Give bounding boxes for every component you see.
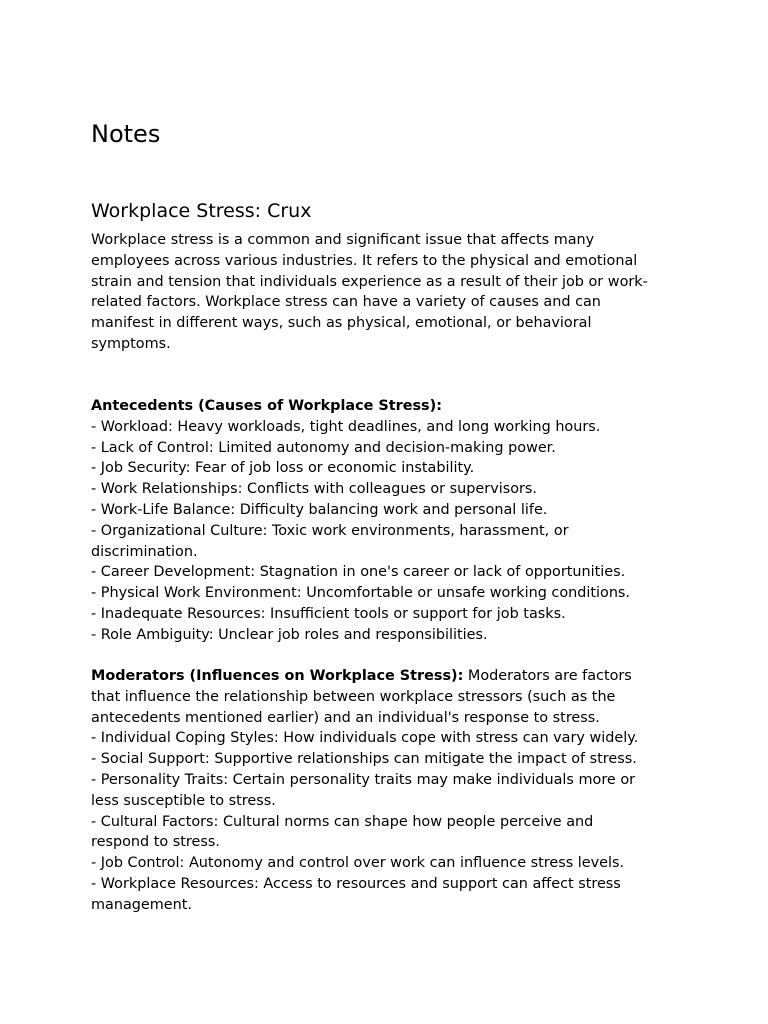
antecedent-item: discrimination. (91, 543, 198, 560)
moderator-item: respond to stress. (91, 834, 220, 851)
antecedent-item: - Work-Life Balance: Difficulty balancing work and personal life. (91, 501, 548, 518)
intro-line: employees across various industries. It refers to the physical and emotional (91, 252, 638, 269)
antecedent-item: - Organizational Culture: Toxic work environments, harassment, or (91, 522, 569, 539)
intro-line: Workplace stress is a common and significant issue that affects many (91, 232, 595, 248)
intro-line: symptoms. (91, 335, 171, 352)
antecedent-item: - Career Development: Stagnation in one's career or lack of opportunities. (91, 564, 626, 581)
moderator-item: - Social Support: Supportive relationships can mitigate the impact of stress. (91, 751, 637, 768)
antecedent-item: - Inadequate Resources: Insufficient tools or support for job tasks. (91, 605, 566, 622)
moderator-item: - Individual Coping Styles: How individuals cope with stress can vary widely. (91, 730, 639, 747)
intro-line: manifest in different ways, such as physical, emotional, or behavioral (91, 315, 592, 332)
antecedent-item: - Role Ambiguity: Unclear job roles and responsibilities. (91, 626, 488, 643)
moderator-item: antecedents mentioned earlier) and an individual's response to stress. (91, 709, 600, 726)
moderator-item: - Workplace Resources: Access to resources and support can affect stress (91, 875, 621, 892)
intro-paragraph (91, 230, 691, 355)
section-title: Workplace Stress: Crux (91, 200, 312, 222)
moderator-item: - Personality Traits: Certain personality traits may make individuals more or (91, 771, 636, 788)
moderator-item: - Job Control: Autonomy and control over work can influence stress levels. (91, 855, 625, 872)
notes-title: Notes (91, 120, 161, 148)
moderators-heading-line (91, 666, 691, 687)
intro-line: strain and tension that individuals experience as a result of their job or work- (91, 273, 648, 290)
antecedent-item: - Job Security: Fear of job loss or economic instability. (91, 460, 475, 477)
moderator-item: management. (91, 896, 192, 913)
moderator-item: less susceptible to stress. (91, 792, 276, 809)
moderator-item: - Cultural Factors: Cultural norms can shape how people perceive and (91, 813, 594, 830)
moderators-section (91, 666, 691, 916)
antecedents-section (91, 396, 691, 646)
antecedent-item: - Lack of Control: Limited autonomy and decision-making power. (91, 439, 556, 456)
antecedents-heading: Antecedents (Causes of Workplace Stress): (91, 398, 442, 414)
moderators-intro: Moderators are factors (463, 668, 632, 684)
antecedent-item: - Workload: Heavy workloads, tight deadlines, and long working hours. (91, 418, 601, 435)
moderator-item: that influence the relationship between workplace stressors (such as the (91, 688, 616, 705)
antecedent-item: - Work Relationships: Conflicts with colleagues or supervisors. (91, 481, 537, 498)
antecedent-item: - Physical Work Environment: Uncomfortable or unsafe working conditions. (91, 585, 631, 602)
moderators-heading: Moderators (Influences on Workplace Stress): (91, 668, 464, 684)
intro-line: related factors. Workplace stress can have a variety of causes and can (91, 294, 601, 311)
